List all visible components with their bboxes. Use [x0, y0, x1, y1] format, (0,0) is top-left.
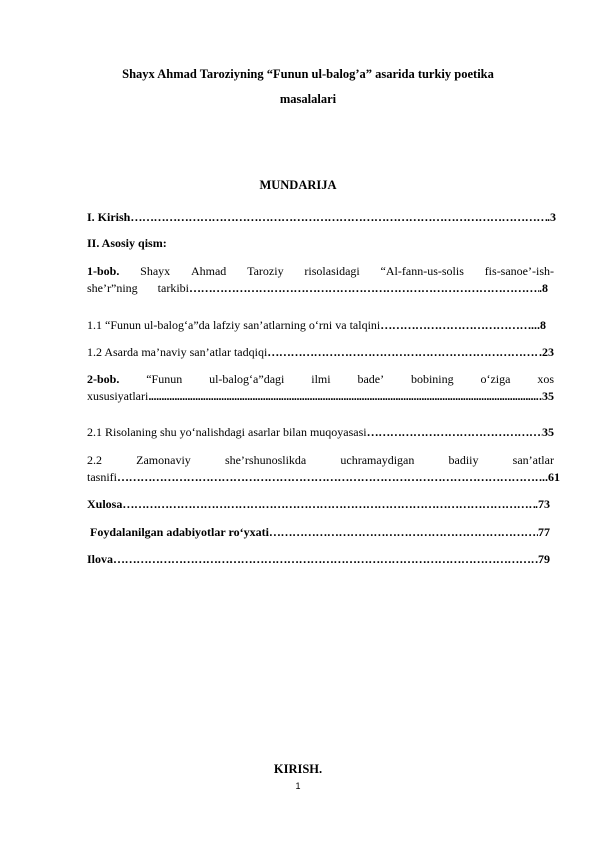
toc-leader: [117, 469, 539, 486]
toc-leader: [380, 317, 528, 334]
toc-label: I. Kirish: [87, 210, 131, 224]
document-title: [100, 62, 516, 112]
page-number: 1: [295, 781, 301, 791]
toc-entry-bob1[interactable]: [87, 263, 554, 297]
toc-prefix: 1-bob.: [87, 264, 120, 278]
toc-leader: [113, 551, 538, 568]
toc-line: she’r”ning tarkibi …………………………………………………………………………………………………………………………………… .8: [87, 280, 548, 297]
toc-leader: [122, 496, 535, 513]
toc-line: 1-bob. Shayx Ahmad Taroziy risolasidagi “Al-fann-us-solis fis-sanoe’-ish-: [87, 264, 554, 278]
toc-page: .8: [539, 281, 548, 295]
toc-page: .73: [535, 497, 550, 511]
toc-page: 79: [538, 552, 550, 566]
title-line-2: masalalari: [279, 92, 337, 106]
section-heading-kirish: KIRISH.: [273, 762, 323, 776]
toc-line: 2.2 Zamonaviy she’rshunoslikda uchramaydigan badiiy san’atlar: [87, 453, 554, 467]
toc-leader: [148, 388, 539, 405]
toc-label: II. Asosiy qism:: [87, 236, 167, 250]
toc-entry-bob2[interactable]: [87, 371, 554, 405]
toc-entry-1-2[interactable]: [87, 344, 554, 361]
toc-line: 2-bob. “Funun ul-balog‘a”dagi ilmi bade’ bobining o‘ziga xos: [87, 372, 554, 386]
toc-page: .35: [539, 389, 554, 403]
toc-line: tasnifi …………………………………………………………………………………………………………………………………… ...61: [87, 469, 560, 486]
toc-leader: [267, 344, 539, 361]
toc-page: .23: [539, 345, 554, 359]
toc-label: Xulosa: [87, 497, 123, 511]
toc-label: 1.1 “Funun ul-balog‘a”da lafziy san’atlarning o‘rni va talqini: [87, 318, 381, 332]
toc-entry-2-2[interactable]: [87, 452, 560, 486]
toc-entry-kirish[interactable]: [87, 209, 556, 226]
toc-leader: [367, 424, 542, 441]
toc-leader: [269, 524, 538, 541]
toc-label: 2.1 Risolaning shu yo‘nalishdagi asarlar bilan muqoyasasi: [87, 425, 367, 439]
toc-entry-1-1[interactable]: [87, 317, 546, 334]
toc-leader: [130, 209, 547, 226]
toc-entry-xulosa[interactable]: [87, 496, 550, 513]
toc-entry-2-1[interactable]: [87, 424, 554, 441]
toc-label: Ilova: [87, 552, 114, 566]
toc-heading: MUNDARIJA: [259, 178, 337, 192]
title-line-1: Shayx Ahmad Taroziyning “Funun ul-balog’a” asarida turkiy poetika: [122, 67, 494, 81]
toc-page: 77: [538, 525, 550, 539]
toc-entry-foydalanilgan[interactable]: [87, 524, 550, 541]
toc-page: 35: [542, 425, 554, 439]
toc-page: ...61: [539, 470, 560, 484]
toc-leader: [189, 280, 539, 297]
toc-line: xususiyatlari ..... .35: [87, 388, 554, 405]
toc-label: Foydalanilgan adabiyotlar ro‘yxati: [87, 525, 269, 539]
toc-entry-asosiy[interactable]: [87, 235, 554, 252]
toc-prefix: 2-bob.: [87, 372, 120, 386]
toc-entry-ilova[interactable]: [87, 551, 550, 568]
toc-page: ....8: [528, 318, 546, 332]
toc-page: .3: [547, 210, 556, 224]
toc-label: 1.2 Asarda ma’naviy san’atlar tadqiqi: [87, 345, 268, 359]
